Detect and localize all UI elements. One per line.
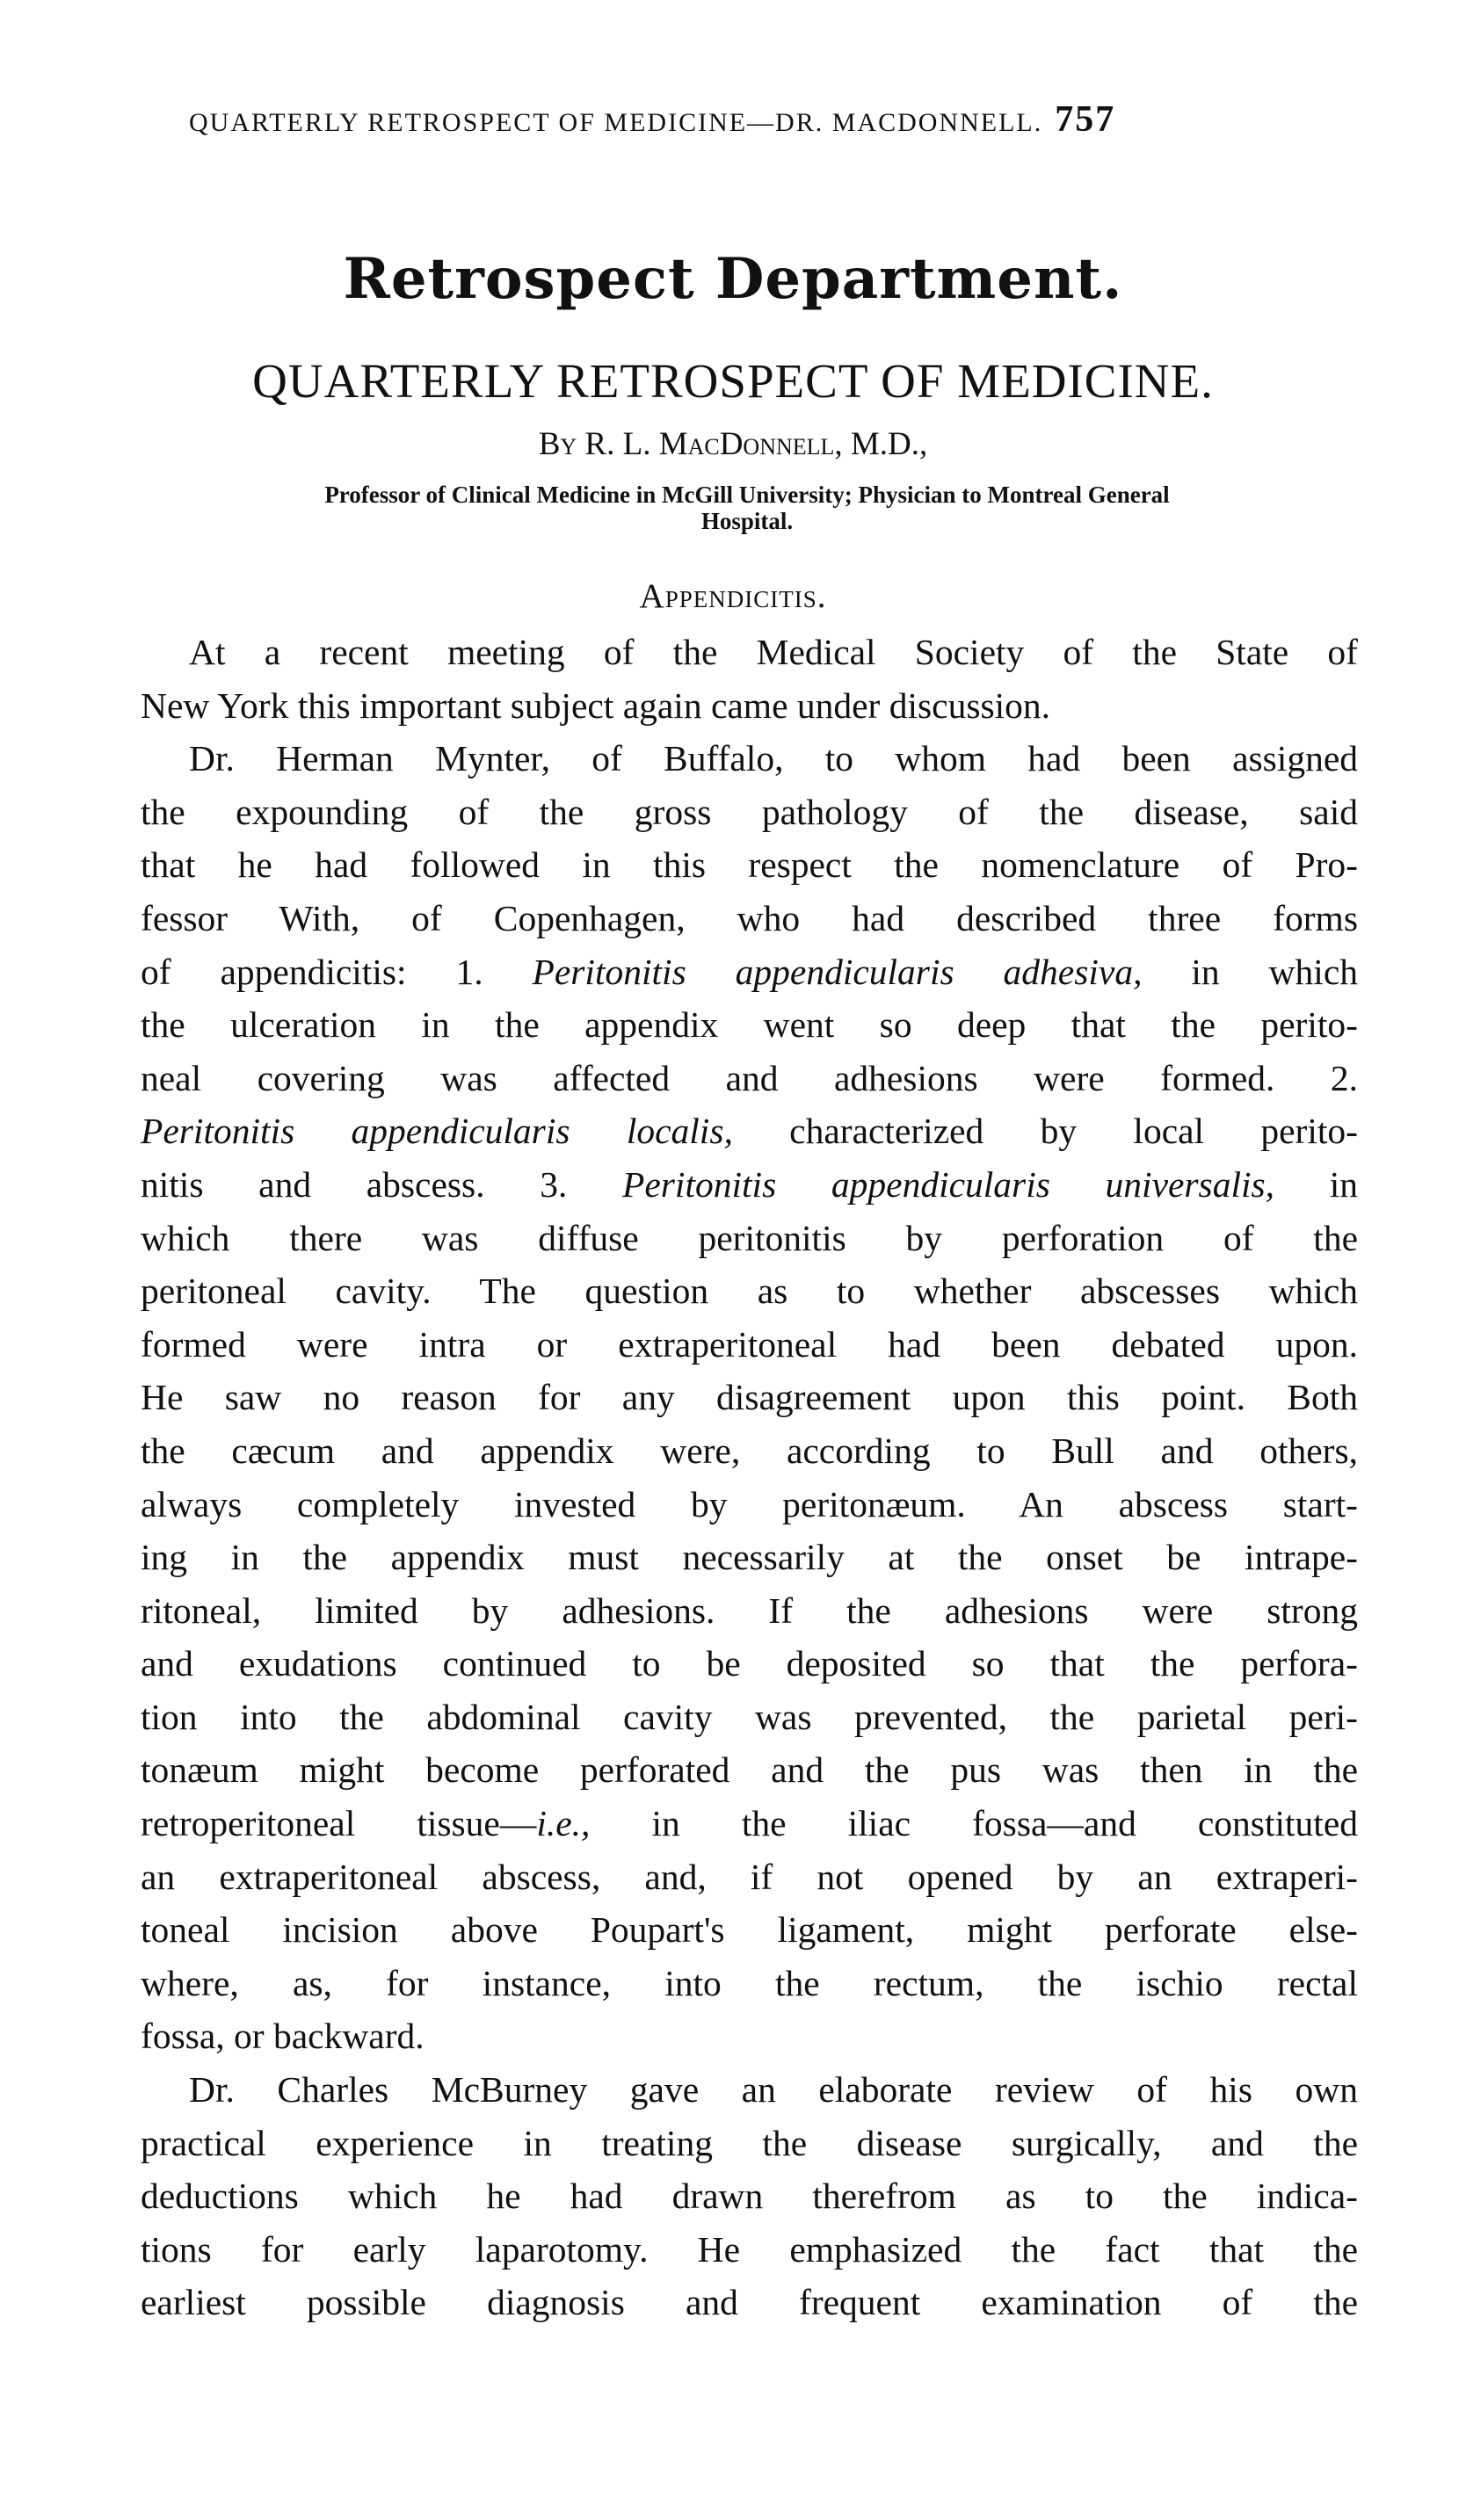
line-text: neal covering was affected and adhesions were formed. 2.: [141, 1057, 1358, 1098]
text-line: [141, 1104, 1358, 1158]
line-text: the ulceration in the appendix went so deep that the perito-: [141, 1004, 1358, 1046]
running-head-text: QUARTERLY RETROSPECT OF MEDICINE—DR. MACDONNELL.: [189, 108, 1043, 137]
text-line: [141, 1957, 1358, 2010]
line-text: that he had followed in this respect the nomenclature of Pro-: [141, 844, 1358, 886]
text-line: [141, 1584, 1358, 1638]
text-line: [141, 998, 1358, 1052]
page-number: 757: [1055, 99, 1116, 140]
line-text: fessor With, of Copenhagen, who had described three forms: [141, 897, 1358, 938]
line-text: deductions which he had drawn therefrom as to the indica-: [141, 2176, 1358, 2217]
text-line: [141, 626, 1358, 679]
text-line: [141, 1318, 1358, 1372]
text-line: [141, 2169, 1358, 2223]
italic-term: i.e.,: [536, 1803, 591, 1844]
line-text: fossa, or backward.: [141, 2016, 425, 2057]
line-text: Dr. Herman Mynter, of Buffalo, to whom had been assigned: [189, 738, 1358, 779]
text-line: [141, 838, 1358, 892]
text-line: [141, 1637, 1358, 1691]
text-line: [141, 2223, 1358, 2277]
line-text: peritoneal cavity. The question as to whether abscesses which: [141, 1271, 1358, 1312]
line-text: and exudations continued to be deposited so that the perfora-: [141, 1643, 1358, 1684]
text-line: [141, 1212, 1358, 1265]
line-text: in the iliac fossa—and constituted: [590, 1803, 1358, 1844]
text-line: [141, 679, 1358, 733]
line-text: characterized by local perito-: [732, 1111, 1358, 1152]
text-line: [141, 2276, 1358, 2329]
line-text: retroperitoneal tissue—: [141, 1803, 537, 1844]
line-text: ritoneal, limited by adhesions. If the adhesions were strong: [141, 1589, 1358, 1631]
text-line: [141, 1531, 1358, 1584]
department-heading: Retrospect Department.: [343, 246, 1123, 312]
line-text: nitis and abscess. 3.: [141, 1163, 623, 1205]
text-line: [141, 1371, 1358, 1424]
line-text: always completely invested by peritonæum. An abscess start-: [141, 1483, 1358, 1524]
line-text: formed were intra or extraperitoneal had been debated upon.: [141, 1323, 1358, 1365]
author-byline: By R. L. MacDonnell, M.D.,: [538, 426, 928, 462]
line-text: tion into the abdominal cavity was prevented, the parietal peri-: [141, 1696, 1358, 1737]
text-line: [141, 1264, 1358, 1318]
line-text: where, as, for instance, into the rectum, the ischio rectal: [141, 1962, 1358, 2003]
line-text: tonæum might become perforated and the pus was then in the: [141, 1749, 1358, 1791]
text-line: [141, 1797, 1358, 1850]
body-text: [141, 626, 1358, 2329]
text-line: [141, 1424, 1358, 1478]
line-text: Dr. Charles McBurney gave an elaborate review of his own: [189, 2069, 1358, 2111]
text-line: [141, 2117, 1358, 2170]
text-line: [141, 1903, 1358, 1957]
text-line: [141, 1478, 1358, 1532]
line-text: earliest possible diagnosis and frequent examination of the: [141, 2282, 1358, 2323]
line-text: which there was diffuse peritonitis by perforation of the: [141, 1217, 1358, 1258]
author-affiliation: [141, 482, 1354, 534]
line-text: the expounding of the gross pathology of the disease, said: [141, 791, 1358, 832]
text-line: [141, 1158, 1358, 1212]
line-text: practical experience in treating the disease surgically, and the: [141, 2122, 1358, 2163]
italic-term: Peritonitis appendicularis localis,: [141, 1111, 733, 1152]
text-line: [141, 732, 1358, 786]
line-text: the cæcum and appendix were, according to Bull and others,: [141, 1430, 1358, 1471]
text-line: [141, 2009, 1358, 2063]
line-text: of appendicitis: 1.: [141, 951, 533, 992]
affiliation-line: Hospital.: [700, 508, 794, 534]
text-line: [141, 786, 1358, 839]
text-line: [141, 2063, 1358, 2117]
line-text: toneal incision above Poupart's ligament, might perforate else-: [141, 1909, 1358, 1951]
line-text: At a recent meeting of the Medical Society of the State of: [189, 632, 1358, 672]
line-text: in which: [1142, 951, 1358, 992]
section-heading: Appendicitis.: [639, 577, 827, 615]
text-line: [141, 1743, 1358, 1797]
text-line: [141, 892, 1358, 945]
text-line: [141, 1850, 1358, 1904]
line-text: New York this important subject again came under discussion.: [141, 684, 1051, 726]
line-text: tions for early laparotomy. He emphasized the fact that the: [141, 2228, 1358, 2270]
line-text: an extraperitoneal abscess, and, if not opened by an extraperi-: [141, 1856, 1358, 1897]
article-title: QUARTERLY RETROSPECT OF MEDICINE.: [252, 354, 1214, 408]
line-text: ing in the appendix must necessarily at the onset be intrape-: [141, 1537, 1358, 1578]
italic-term: Peritonitis appendicularis universalis,: [622, 1163, 1275, 1205]
running-head: [189, 98, 1349, 141]
text-line: [141, 1052, 1358, 1105]
line-text: in: [1274, 1163, 1358, 1205]
text-line: [141, 945, 1358, 999]
line-text: He saw no reason for any disagreement upon this point. Both: [141, 1377, 1358, 1418]
text-line: [141, 1691, 1358, 1744]
italic-term: Peritonitis appendicularis adhesiva,: [532, 951, 1143, 992]
affiliation-line: Professor of Clinical Medicine in McGill University; Physician to Montreal General: [324, 482, 1170, 508]
